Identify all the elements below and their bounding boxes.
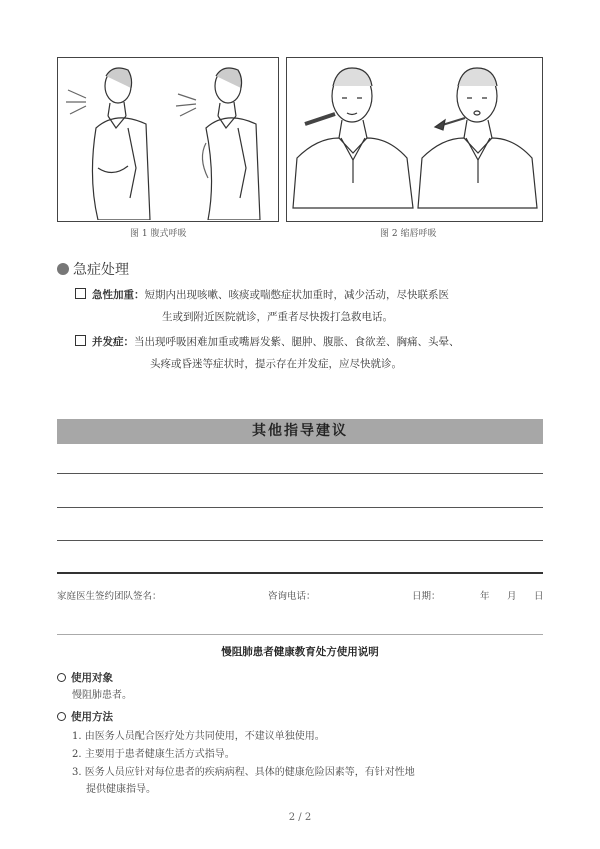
method-heading — [57, 709, 113, 724]
abdominal-breathing-illustration — [58, 58, 277, 220]
section-divider — [57, 572, 543, 574]
figure-pursed-lip-breathing — [286, 57, 543, 222]
method-item-2: 2. 主要用于患者健康生活方式指导。 — [72, 749, 235, 760]
advice-line-3[interactable] — [57, 540, 543, 541]
circle-bullet-icon — [57, 673, 66, 682]
phone-label: 咨询电话： — [268, 591, 316, 602]
figure-abdominal-breathing — [57, 57, 279, 222]
pursed-lip-breathing-illustration — [287, 58, 541, 220]
date-day: 日 — [534, 591, 544, 602]
date-label: 日期： — [412, 591, 441, 602]
other-advice-heading: 其他指导建议 — [57, 419, 543, 444]
method-heading-text: 使用方法 — [71, 711, 113, 723]
date-month: 月 — [507, 591, 517, 602]
target-heading — [57, 670, 113, 685]
instructions-title: 慢阻肺患者健康教育处方使用说明 — [221, 646, 379, 658]
page-number: 2 / 2 — [288, 812, 312, 823]
emergency-item-complication — [75, 331, 460, 353]
bullet-dot-icon — [57, 263, 69, 275]
figure1-caption: 图 1 腹式呼吸 — [130, 229, 187, 239]
complication-label: 并发症： — [92, 336, 134, 348]
emergency-section-title — [57, 259, 129, 279]
complication-line2: 头疼或昏迷等症状时，提示存在并发症，应尽快就诊。 — [150, 358, 402, 370]
checkbox-icon[interactable] — [75, 335, 86, 346]
method-item-3-cont: 提供健康指导。 — [86, 784, 156, 795]
advice-line-1[interactable] — [57, 473, 543, 474]
method-item-1: 1. 由医务人员配合医疗处方共同使用，不建议单独使用。 — [72, 731, 325, 742]
target-text: 慢阻肺患者。 — [72, 690, 132, 701]
circle-bullet-icon — [57, 712, 66, 721]
acute-line2: 生或到附近医院就诊，严重者尽快拨打急救电话。 — [162, 311, 393, 323]
emergency-title-text: 急症处理 — [73, 262, 129, 278]
advice-line-2[interactable] — [57, 507, 543, 508]
thin-divider — [57, 634, 543, 635]
method-item-3: 3. 医务人员应针对每位患者的疾病病程、具体的健康危险因素等，有针对性地 — [72, 767, 415, 778]
figure2-caption: 图 2 缩唇呼吸 — [380, 229, 437, 239]
team-signature-label: 家庭医生签约团队签名： — [57, 591, 162, 602]
target-heading-text: 使用对象 — [71, 672, 113, 684]
complication-line1: 当出现呼吸困难加重或嘴唇发紫、腿肿、腹胀、食欲差、胸痛、头晕、 — [134, 336, 460, 348]
acute-line1: 短期内出现咳嗽、咳痰或喘憋症状加重时，减少活动，尽快联系医 — [144, 289, 449, 301]
date-year: 年 — [480, 591, 490, 602]
checkbox-icon[interactable] — [75, 288, 86, 299]
acute-label: 急性加重： — [92, 289, 145, 301]
emergency-item-acute — [75, 284, 449, 306]
